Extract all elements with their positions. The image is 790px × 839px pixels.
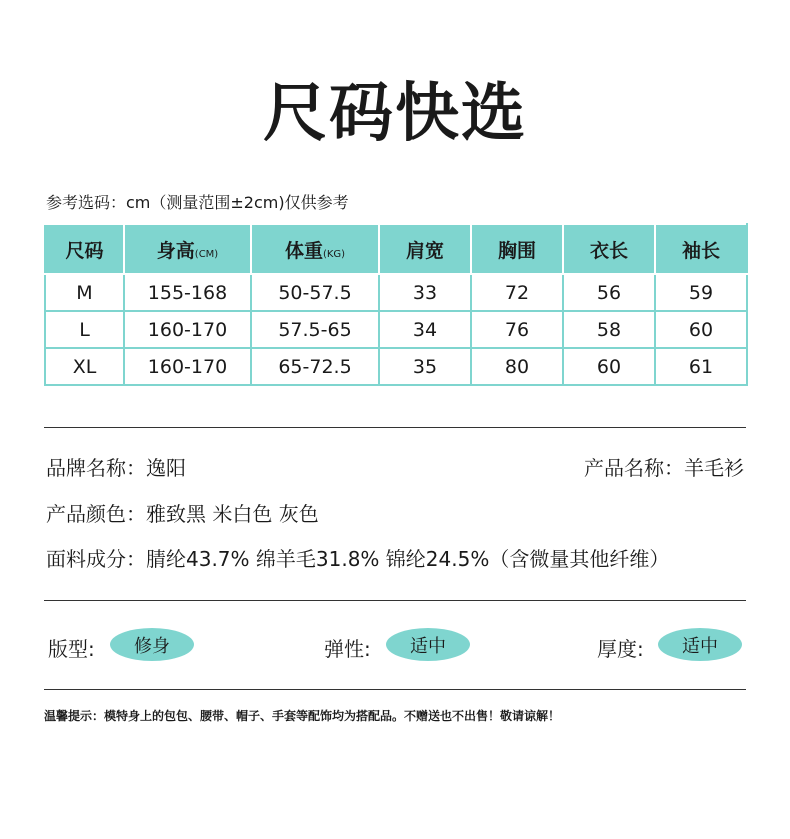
table-cell: 61	[655, 348, 747, 385]
header-shoulder: 肩宽	[379, 224, 471, 274]
table-cell: 33	[379, 274, 471, 311]
product-colors: 产品颜色：雅致黑 米白色 灰色	[46, 502, 319, 526]
header-size: 尺码	[45, 224, 124, 274]
fabric-composition: 面料成分：腈纶43.7% 绵羊毛31.8% 锦纶24.5%（含微量其他纤维）	[46, 547, 670, 571]
table-cell: 60	[563, 348, 655, 385]
header-weight: 体重(KG)	[251, 224, 379, 274]
header-sleeve: 袖长	[655, 224, 747, 274]
table-cell: M	[45, 274, 124, 311]
page-title: 尺码快选	[263, 77, 527, 151]
table-cell: 160-170	[124, 311, 251, 348]
table-cell: 60	[655, 311, 747, 348]
header-bust: 胸围	[471, 224, 563, 274]
divider	[44, 689, 746, 690]
table-cell: 57.5-65	[251, 311, 379, 348]
divider	[44, 600, 746, 601]
table-cell: 34	[379, 311, 471, 348]
brand-name: 品牌名称：逸阳	[46, 456, 186, 480]
table-cell: 80	[471, 348, 563, 385]
fit-badge: 修身	[110, 628, 194, 661]
header-length: 衣长	[563, 224, 655, 274]
table-cell: 50-57.5	[251, 274, 379, 311]
reference-note: 参考选码：cm（测量范围±2cm)仅供参考	[46, 193, 349, 212]
header-height-unit: (CM)	[194, 248, 219, 260]
table-cell: 72	[471, 274, 563, 311]
table-header-row	[45, 224, 747, 274]
product-name: 产品名称：羊毛衫	[584, 456, 744, 480]
divider	[44, 427, 746, 428]
table-cell: XL	[45, 348, 124, 385]
table-cell: 59	[655, 274, 747, 311]
table-cell: 155-168	[124, 274, 251, 311]
header-weight-unit: (KG)	[322, 248, 346, 260]
table-cell: 58	[563, 311, 655, 348]
table-cell: 160-170	[124, 348, 251, 385]
table-cell: 65-72.5	[251, 348, 379, 385]
table-cell: 35	[379, 348, 471, 385]
warm-tip: 温馨提示：模特身上的包包、腰带、帽子、手套等配饰均为搭配品。不赠送也不出售！敬请谅解！	[44, 709, 561, 723]
size-table	[44, 223, 748, 386]
table-cell: L	[45, 311, 124, 348]
table-row	[45, 311, 747, 348]
thickness-label: 厚度:	[597, 637, 644, 661]
elasticity-badge: 适中	[386, 628, 470, 661]
table-row	[45, 348, 747, 385]
table-row	[45, 274, 747, 311]
header-height: 身高(CM)	[124, 224, 251, 274]
elasticity-label: 弹性:	[324, 637, 371, 661]
thickness-badge: 适中	[658, 628, 742, 661]
table-cell: 56	[563, 274, 655, 311]
table-cell: 76	[471, 311, 563, 348]
fit-label: 版型:	[48, 637, 95, 661]
